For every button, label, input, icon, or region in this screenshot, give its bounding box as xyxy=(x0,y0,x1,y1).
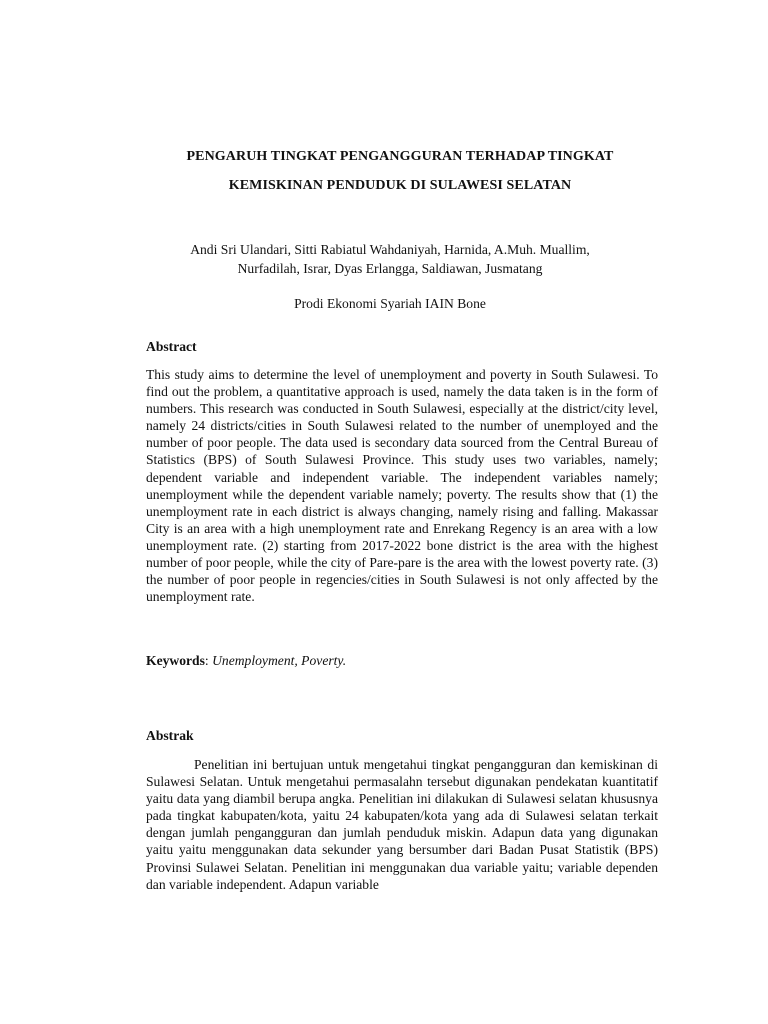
keywords-separator: : xyxy=(204,653,213,668)
keywords-label: Keywords xyxy=(146,653,205,668)
keywords-line xyxy=(146,653,346,669)
authors-line-2: Nurfadilah, Israr, Dyas Erlangga, Saldiawan, Jusmatang xyxy=(237,261,543,276)
paper-title-line-2: KEMISKINAN PENDUDUK DI SULAWESI SELATAN xyxy=(228,178,572,193)
abstrak-heading: Abstrak xyxy=(146,728,194,743)
affiliation: Prodi Ekonomi Syariah IAIN Bone xyxy=(294,296,486,311)
abstract-body: This study aims to determine the level of unemployment and poverty in South Sulawesi. To find out the problem, a quantitative approach is used, namely the data taken is in the form of numbers. This research was conducted in South Sulawesi, especially at the district/city level, namely 24 districts/cities in South Sulawesi related to the number of unemployed and the number of poor people. The data used is secondary data sourced from the Central Bureau of Statistics (BPS) of South Sulawesi Province. This study uses two variables, namely; dependent variable and independent variable. The independent variables namely; unemployment while the dependent variable namely; poverty. The results show that (1) the unemployment rate in each district is always changing, namely rising and falling. Makassar City is an area with a high unemployment rate and Enrekang Regency is an area with a low unemployment rate. (2) starting from 2017-2022 bone district is the area with the highest number of poor people, while the city of Pare-pare is the area with the lowest poverty rate. (3) the number of poor people in regencies/cities in South Sulawesi is not only affected by the unemployment rate. xyxy=(146,367,658,605)
abstrak-body: Penelitian ini bertujuan untuk mengetahui tingkat pengangguran dan kemiskinan di Sulawesi Selatan. Untuk mengetahui permasalahn tersebut digunakan pendekatan kuantitatif yaitu data yang diambil berupa angka. Penelitian ini dilakukan di Sulawesi selatan khususnya pada tingkat kabupaten/kota, yaitu 24 kabupaten/kota yang ada di Sulawesi selatan terkait dengan jumlah pengangguran dan jumlah penduduk miskin. Adapun data yang digunakan yaitu yaitu menggunakan data sekunder yang bersumber dari Badan Pusat Statistik (BPS) Provinsi Sulawei Selatan. Penelitian ini menggunakan dua variable yaitu; variable dependen dan variable independent. Adapun variable xyxy=(146,757,658,892)
keywords-values: Unemployment, Poverty. xyxy=(212,653,347,668)
authors-line-1: Andi Sri Ulandari, Sitti Rabiatul Wahdaniyah, Harnida, A.Muh. Muallim, xyxy=(190,242,590,257)
abstract-heading: Abstract xyxy=(146,339,197,354)
paper-title-line-1: PENGARUH TINGKAT PENGANGGURAN TERHADAP TINGKAT xyxy=(186,149,614,164)
